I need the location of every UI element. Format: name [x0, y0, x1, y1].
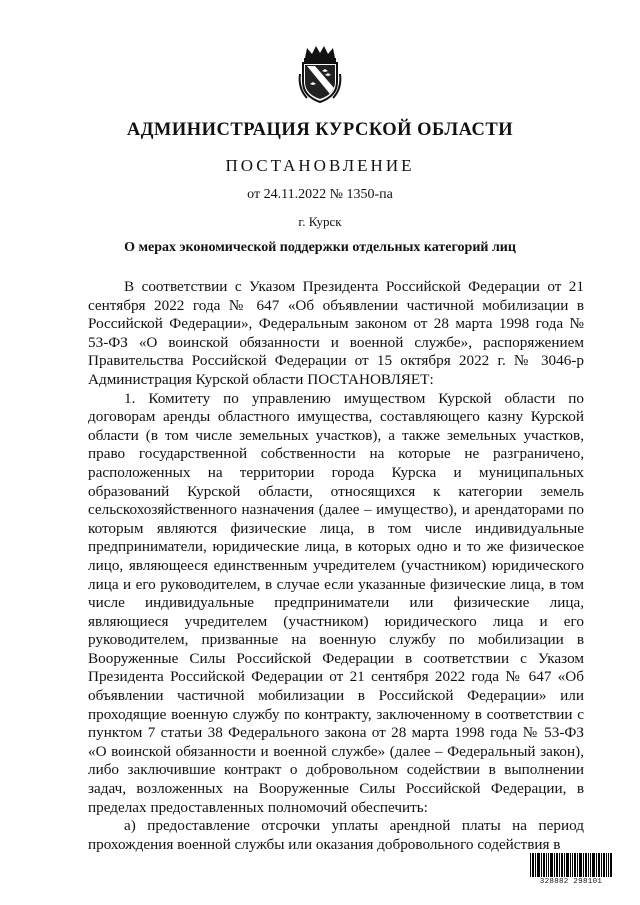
document-date-number: от 24.11.2022 № 1350-па: [247, 187, 393, 202]
barcode: [530, 853, 612, 887]
barcode-bars-icon: [530, 853, 612, 877]
document-city: г. Курск: [298, 214, 342, 229]
document-body: [88, 278, 584, 854]
paragraph-item-1a: а) предоставление отсрочки уплаты арендной платы на период прохождения военной службы или оказания добровольного содействия в: [88, 817, 584, 853]
paragraph-preamble: В соответствии с Указом Президента Российской Федерации от 21 сентября 2022 года № 647 «Об объявлении частичной мобилизации в Российской Федерации», Федеральным законом от 28 марта 1998 года № 53-ФЗ «О воинской обязанности и военной службе», распоряжением Правительства Российской Федерации от 15 октября 2022 г. № 3046-р Администрация Курской области ПОСТАНОВЛЯЕТ:: [88, 278, 584, 388]
document-subject: О мерах экономической поддержки отдельных категорий лиц: [124, 240, 516, 255]
document-type: ПОСТАНОВЛЕНИЕ: [225, 156, 415, 175]
paragraph-item-1: 1. Комитету по управлению имуществом Курской области по договорам аренды областного имущества, составляющего казну Курской области (в том числе земельных участков), а также земельных участков, право государственной собственности на которые не разграничено, расположенных на территории города Курска и муниципальных образований Курской области, относящихся к категории земель сельскохозяйственного назначения (далее – имущество), и арендаторами по которым являются физические лица, в том числе индивидуальные предприниматели, юридические лица, в которых одно и то же физическое лицо, являющееся единственным учредителем (участником) юридического лица и его руководителем, в случае если указанные физические лица, в том числе индивидуальные предприниматели или физические лица, являющиеся учредителем (участником) юридического лица и его руководителем, призванные на военную службу по мобилизации в Вооруженные Силы Российской Федерации в соответствии с Указом Президента Российской Федерации от 21 сентября 2022 года № 647 «Об объявлении частичной мобилизации в Российской Федерации» или проходящие военную службу по контракту, заключенному в соответствии с пунктом 7 статьи 38 Федерального закона от 28 марта 1998 года № 53-ФЗ «О воинской обязанности и военной службе» (далее – Федеральный закон), либо заключившие контракт о добровольном содействии в выполнении задач, возложенных на Вооруженные Силы Российской Федерации, в пределах предоставленных полномочий обеспечить:: [88, 389, 584, 816]
coat-of-arms-emblem: [297, 44, 343, 104]
barcode-number: 328882 298101: [539, 878, 603, 886]
organization-name: АДМИНИСТРАЦИЯ КУРСКОЙ ОБЛАСТИ: [126, 120, 514, 140]
